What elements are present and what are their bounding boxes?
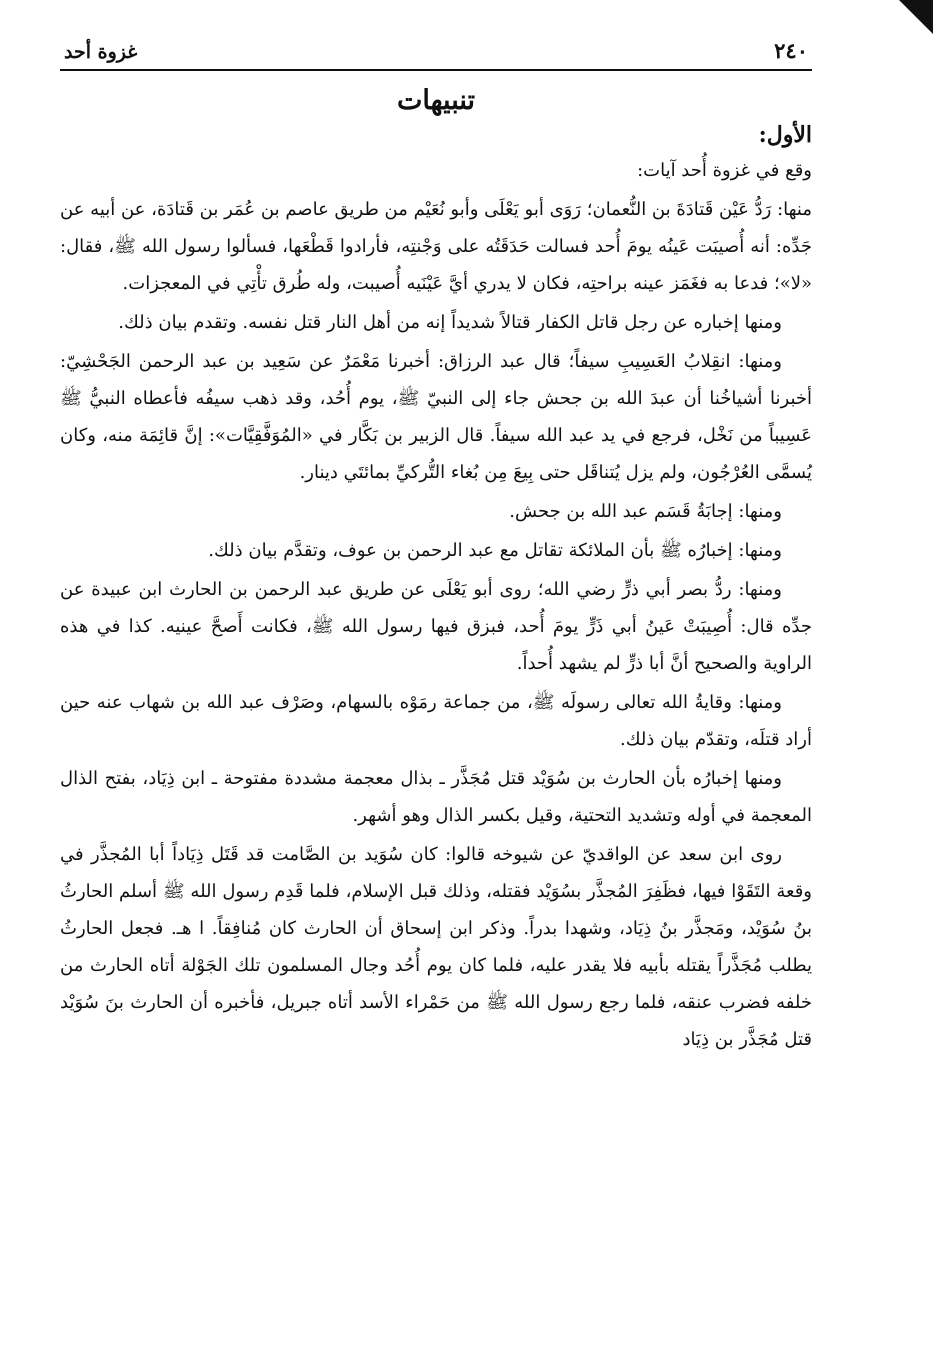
paragraph-oath-answer: ومنها: إجابَةُ قَسَم عبد الله بن جحش. [509,501,782,522]
paragraph-branch-sword: ومنها: انقِلابُ العَسِيبِ سيفاً؛ قال عبد الرزاق: أخبرنا مَعْمَرٌ عن سَعِيد بن عبد الرحمن الجَحْشِيّ: أخبرنا أشياخُنا أن عبدَ الله بن جحش جاء إلى النبيّ ﷺ، يوم أُحُد، وقد ذهب سيفُه فأعطاه النبيُّ ﷺ عَسِيباً من نَخْل، فرجع في يد عبد الله سيفاً. قال الزبير بن بَكَّار في «المُوَفَّقِيَّات»: إنَّ قائِمَة منه، وكان يُسمَّى العُرْجُون، ولم يزل يُتناقَل حتى بِيعَ مِن بُغاء التُّركيِّ بمائتَي دينار. [60,351,812,483]
body-text [60,152,812,1058]
paragraph-fighter-in-fire: ومنها إخباره عن رجل قاتل الكفار قتالاً شديداً إنه من أهل النار قتل نفسه. وتقدم بيان ذلك. [118,312,782,333]
paragraph-mujadhdhar: ومنها إخبارُه بأن الحارث بن سُوَيْد قتل مُجَذَّر ـ بذال معجمة مشددة مفتوحة ـ ابن ذِيَاد، بفتح الذال المعجمة في أوله وتشديد التحتية، وقيل بكسر الذال وهو أشهر. [60,768,812,826]
paragraph-angels-fight: ومنها: إخبارُه ﷺ بأن الملائكة تقاتل مع عبد الرحمن بن عوف، وتقدَّم بيان ذلك. [208,540,782,561]
section-title: تنبيهات [396,85,476,116]
page [60,38,812,1060]
paragraph-protection: ومنها: وقايةُ الله تعالى رسولَه ﷺ، من جماعة رمَوْه بالسهام، وصَرْف عبد الله بن شهاب عنه حين أراد قتلَه، وتقدّم بيان ذلك. [60,692,812,750]
sub-heading: الأول: [758,122,812,148]
paragraph-qatada-eye: منها: رَدُّ عَيْن قَتادَةَ بن النُّعمان؛ رَوَى أبو يَعْلَى وأبو نُعَيْم من طريق عاصم بن عُمَر بن قَتادَة، عن أبيه عن جَدِّه: أنه أُصيبَت عَينُه يومَ أُحد فسالت حَدَقَتُه على وَجْنتِه، فأرادوا قَطْعَها، فسألوا رسول الله ﷺ، فقال: «لا»؛ فدعا به فغَمَز عينه براحتِه، فكان لا يدري أيَّ عَيْنَيه أُصيبت، وله طُرق تأْتِي في المعجزات. [60,199,812,294]
paragraph-ibn-saad-report: روى ابن سعد عن الواقديّ عن شيوخه قالوا: كان سُوَيد بن الصَّامت قد قَتَل ذِيَاداً أبا المُجذَّر في وقعة التَقَوْا فيها، فظَفِرَ المُجذَّر بسُوَيْد فقتله، وذلك قبل الإسلام، فلما قَدِم رسول الله ﷺ أسلم الحارثُ بنُ سُوَيْد، ومَجذَّر بنُ ذِيَاد، وشهدا بدراً. وذكر ابن إسحاق أن الحارث كان مُنافِقاً. ا هـ. فجعل الحارثُ يطلب مُجَذَّراً يقتله بأبيه فلا يقدر عليه، فلما كان يوم أُحُد وجال المسلمون تلك الجَوْلة أتاه الحارث من خلفه فضرب عنقه، فلما رجع رسول الله ﷺ من حَمْراء الأسد أتاه جبريل، فأخبره أن الحارث بنَ سُوَيْد قتل مُجَذَّر بن ذِيَاد [60,844,813,1050]
page-number: ٢٤٠ [774,38,808,63]
paragraph-abu-dharr-eye: ومنها: ردُّ بصر أبي ذرٍّ رضي الله؛ روى أبو يَعْلَى عن طريق عبد الرحمن بن الحارث ابن عبيدة عن جدِّه قال: أُصِيبَتْ عَينُ أبي ذَرٍّ يومَ أُحد، فبزق فيها رسول الله ﷺ، فكانت أَصحَّ عينيه. كذا في هذه الراوية والصحيح أنَّ أبا ذرٍّ لم يشهد أُحداً. [60,579,812,674]
running-title: غزوة أحد [64,41,138,63]
corner-mark [899,0,933,34]
running-head [60,38,812,71]
paragraph-intro: وقع في غزوة أُحد آيات: [637,160,812,181]
